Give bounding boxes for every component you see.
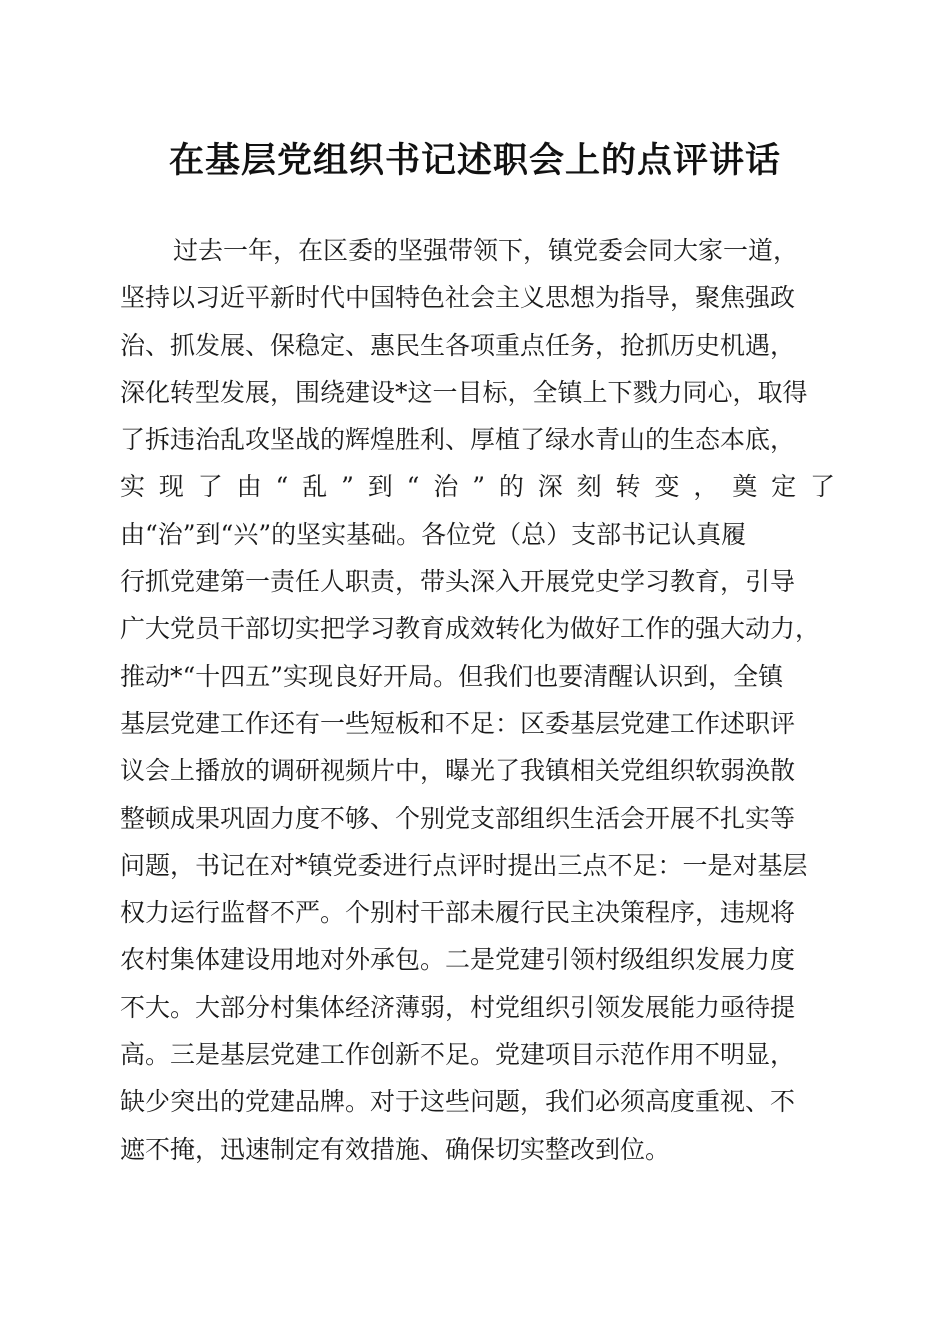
- paragraph-line: 农村集体建设用地对外承包。二是党建引领村级组织发展力度: [120, 945, 796, 975]
- paragraph-line: 不大。大部分村集体经济薄弱，村党组织引领发展能力亟待提: [120, 992, 796, 1022]
- paragraph-line: 坚持以习近平新时代中国特色社会主义思想为指导，聚焦强政: [120, 283, 796, 313]
- paragraph-line: 实现了由“乱”到“治”的深刻转变，奠定了: [120, 472, 835, 502]
- paragraph-line: 过去一年，在区委的坚强带领下，镇党委会同大家一道，: [173, 236, 799, 265]
- paragraph-line: 深化转型发展，围绕建设*这一目标，全镇上下戮力同心，取得: [120, 377, 808, 407]
- paragraph-line: 遮不掩，迅速制定有效措施、确保切实整改到位。: [120, 1134, 671, 1164]
- paragraph-line: 缺少突出的党建品牌。对于这些问题，我们必须高度重视、不: [120, 1087, 796, 1117]
- paragraph-line: 行抓党建第一责任人职责，带头深入开展党史学习教育，引导: [120, 567, 796, 597]
- paragraph-line: 问题，书记在对*镇党委进行点评时提出三点不足：一是对基层: [120, 850, 808, 880]
- paragraph-line: 高。三是基层党建工作创新不足。党建项目示范作用不明显，: [120, 1040, 796, 1070]
- document-body: [120, 227, 835, 1173]
- paragraph-line: 治、抓发展、保稳定、惠民生各项重点任务，抢抓历史机遇，: [120, 330, 796, 360]
- paragraph-line: 权力运行监督不严。个别村干部未履行民主决策程序，违规将: [120, 898, 796, 928]
- paragraph-line: 基层党建工作还有一些短板和不足：区委基层党建工作述职评: [120, 708, 796, 738]
- document-title: 在基层党组织书记述职会上的点评讲话: [168, 140, 781, 181]
- paragraph-line: 议会上播放的调研视频片中，曝光了我镇相关党组织软弱涣散: [120, 756, 796, 786]
- paragraph-line: 推动*“十四五”实现良好开局。但我们也要清醒认识到，全镇: [120, 661, 784, 691]
- paragraph-line: 由“治”到“兴”的坚实基础。各位党（总）支部书记认真履: [120, 519, 747, 549]
- paragraph-line: 了拆违治乱攻坚战的辉煌胜利、厚植了绿水青山的生态本底，: [120, 425, 796, 455]
- paragraph-line: 广大党员干部切实把学习教育成效转化为做好工作的强大动力，: [120, 614, 821, 644]
- paragraph-line: 整顿成果巩固力度不够、个别党支部组织生活会开展不扎实等: [120, 803, 796, 833]
